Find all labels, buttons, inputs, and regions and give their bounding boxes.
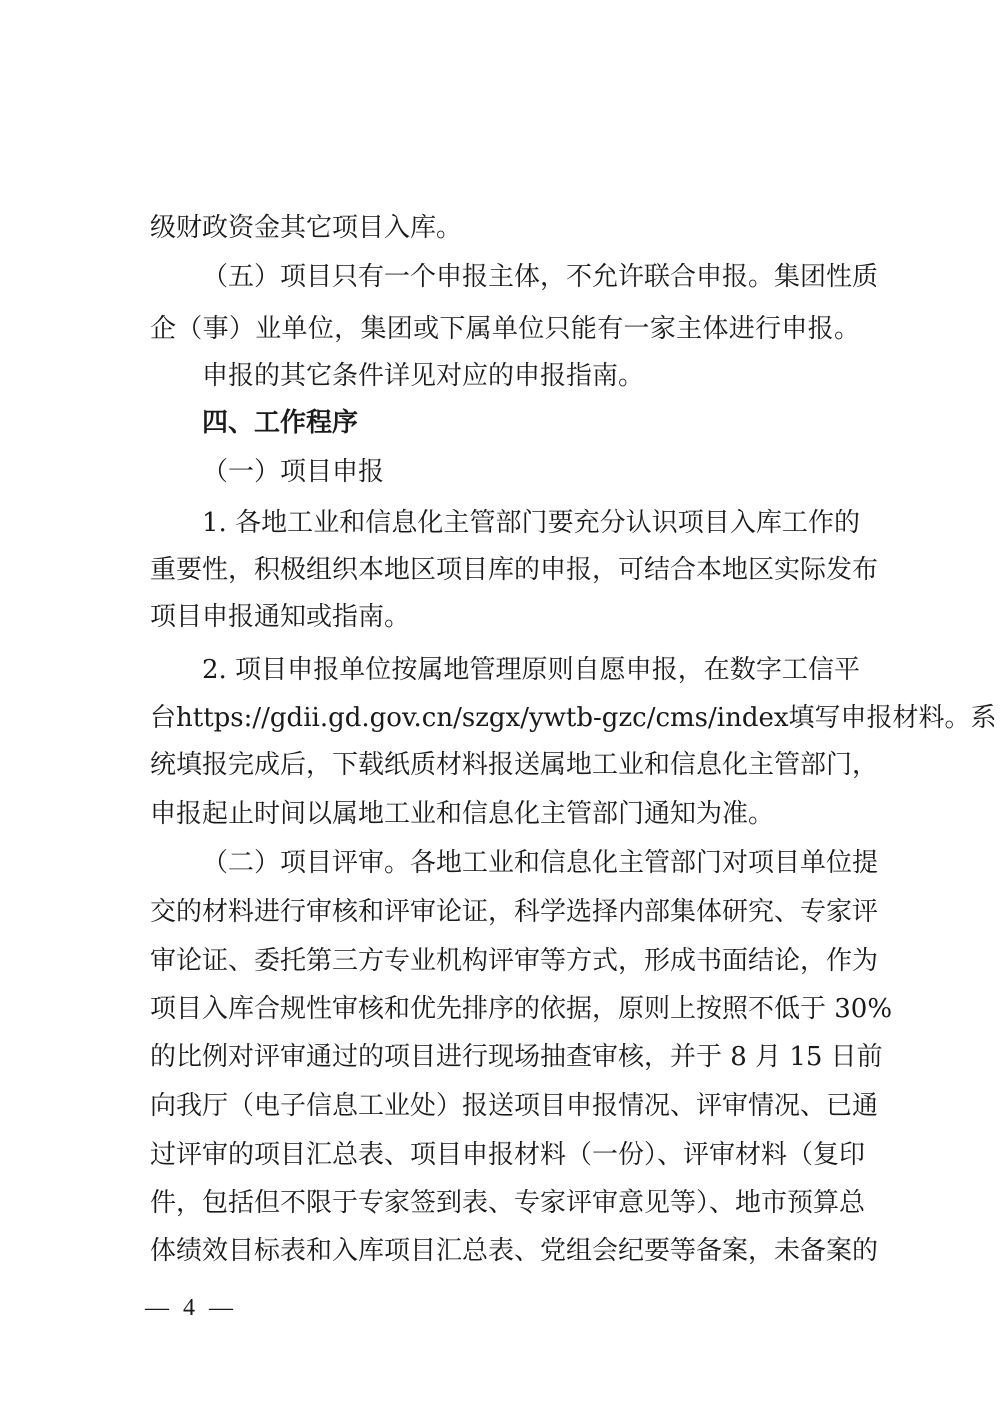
text-line: 2. 项目申报单位按属地管理原则自愿申报，在数字工信平 xyxy=(202,655,860,685)
text-line: 申报的其它条件详见对应的申报指南。 xyxy=(202,361,645,391)
section-heading: 四、工作程序 xyxy=(202,408,359,438)
text-line: 台https://gdii.gd.gov.cn/szgx/ywtb-gzc/cms/index填写申报材料。系 xyxy=(150,703,997,733)
text-line: 的比例对评审通过的项目进行现场抽查审核，并于 8 月 15 日前 xyxy=(150,1042,883,1072)
text-line: 项目入库合规性审核和优先排序的依据，原则上按照不低于 30% xyxy=(150,994,893,1024)
text-line: 交的材料进行审核和评审论证，科学选择内部集体研究、专家评 xyxy=(150,897,879,927)
text-line: （二）项目评审。各地工业和信息化主管部门对项目单位提 xyxy=(202,848,879,878)
text-line: 过评审的项目汇总表、项目申报材料（一份）、评审材料（复印 xyxy=(150,1140,866,1170)
subsection-heading: （一）项目申报 xyxy=(202,457,385,487)
text-line: 审论证、委托第三方专业机构评审等方式，形成书面结论，作为 xyxy=(150,946,879,976)
text-line: 申报起止时间以属地工业和信息化主管部门通知为准。 xyxy=(150,799,775,829)
text-line: 重要性，积极组织本地区项目库的申报，可结合本地区实际发布 xyxy=(150,555,879,585)
text-line: 企（事）业单位，集团或下属单位只能有一家主体进行申报。 xyxy=(150,314,860,344)
text-line: 级财政资金其它项目入库。 xyxy=(150,213,463,243)
text-line: （五）项目只有一个申报主体，不允许联合申报。集团性质 xyxy=(202,262,879,292)
text-line: 项目申报通知或指南。 xyxy=(150,602,411,632)
text-line: 统填报完成后，下载纸质材料报送属地工业和信息化主管部门， xyxy=(150,750,879,780)
text-line: 体绩效目标表和入库项目汇总表、党组会纪要等备案，未备案的 xyxy=(150,1236,879,1266)
page-number: — 4 — xyxy=(145,1295,237,1321)
text-line: 1. 各地工业和信息化主管部门要充分认识项目入库工作的 xyxy=(202,508,860,538)
text-line: 向我厅（电子信息工业处）报送项目申报情况、评审情况、已通 xyxy=(150,1091,879,1121)
text-line: 件，包括但不限于专家签到表、专家评审意见等）、地市预算总 xyxy=(150,1188,866,1218)
